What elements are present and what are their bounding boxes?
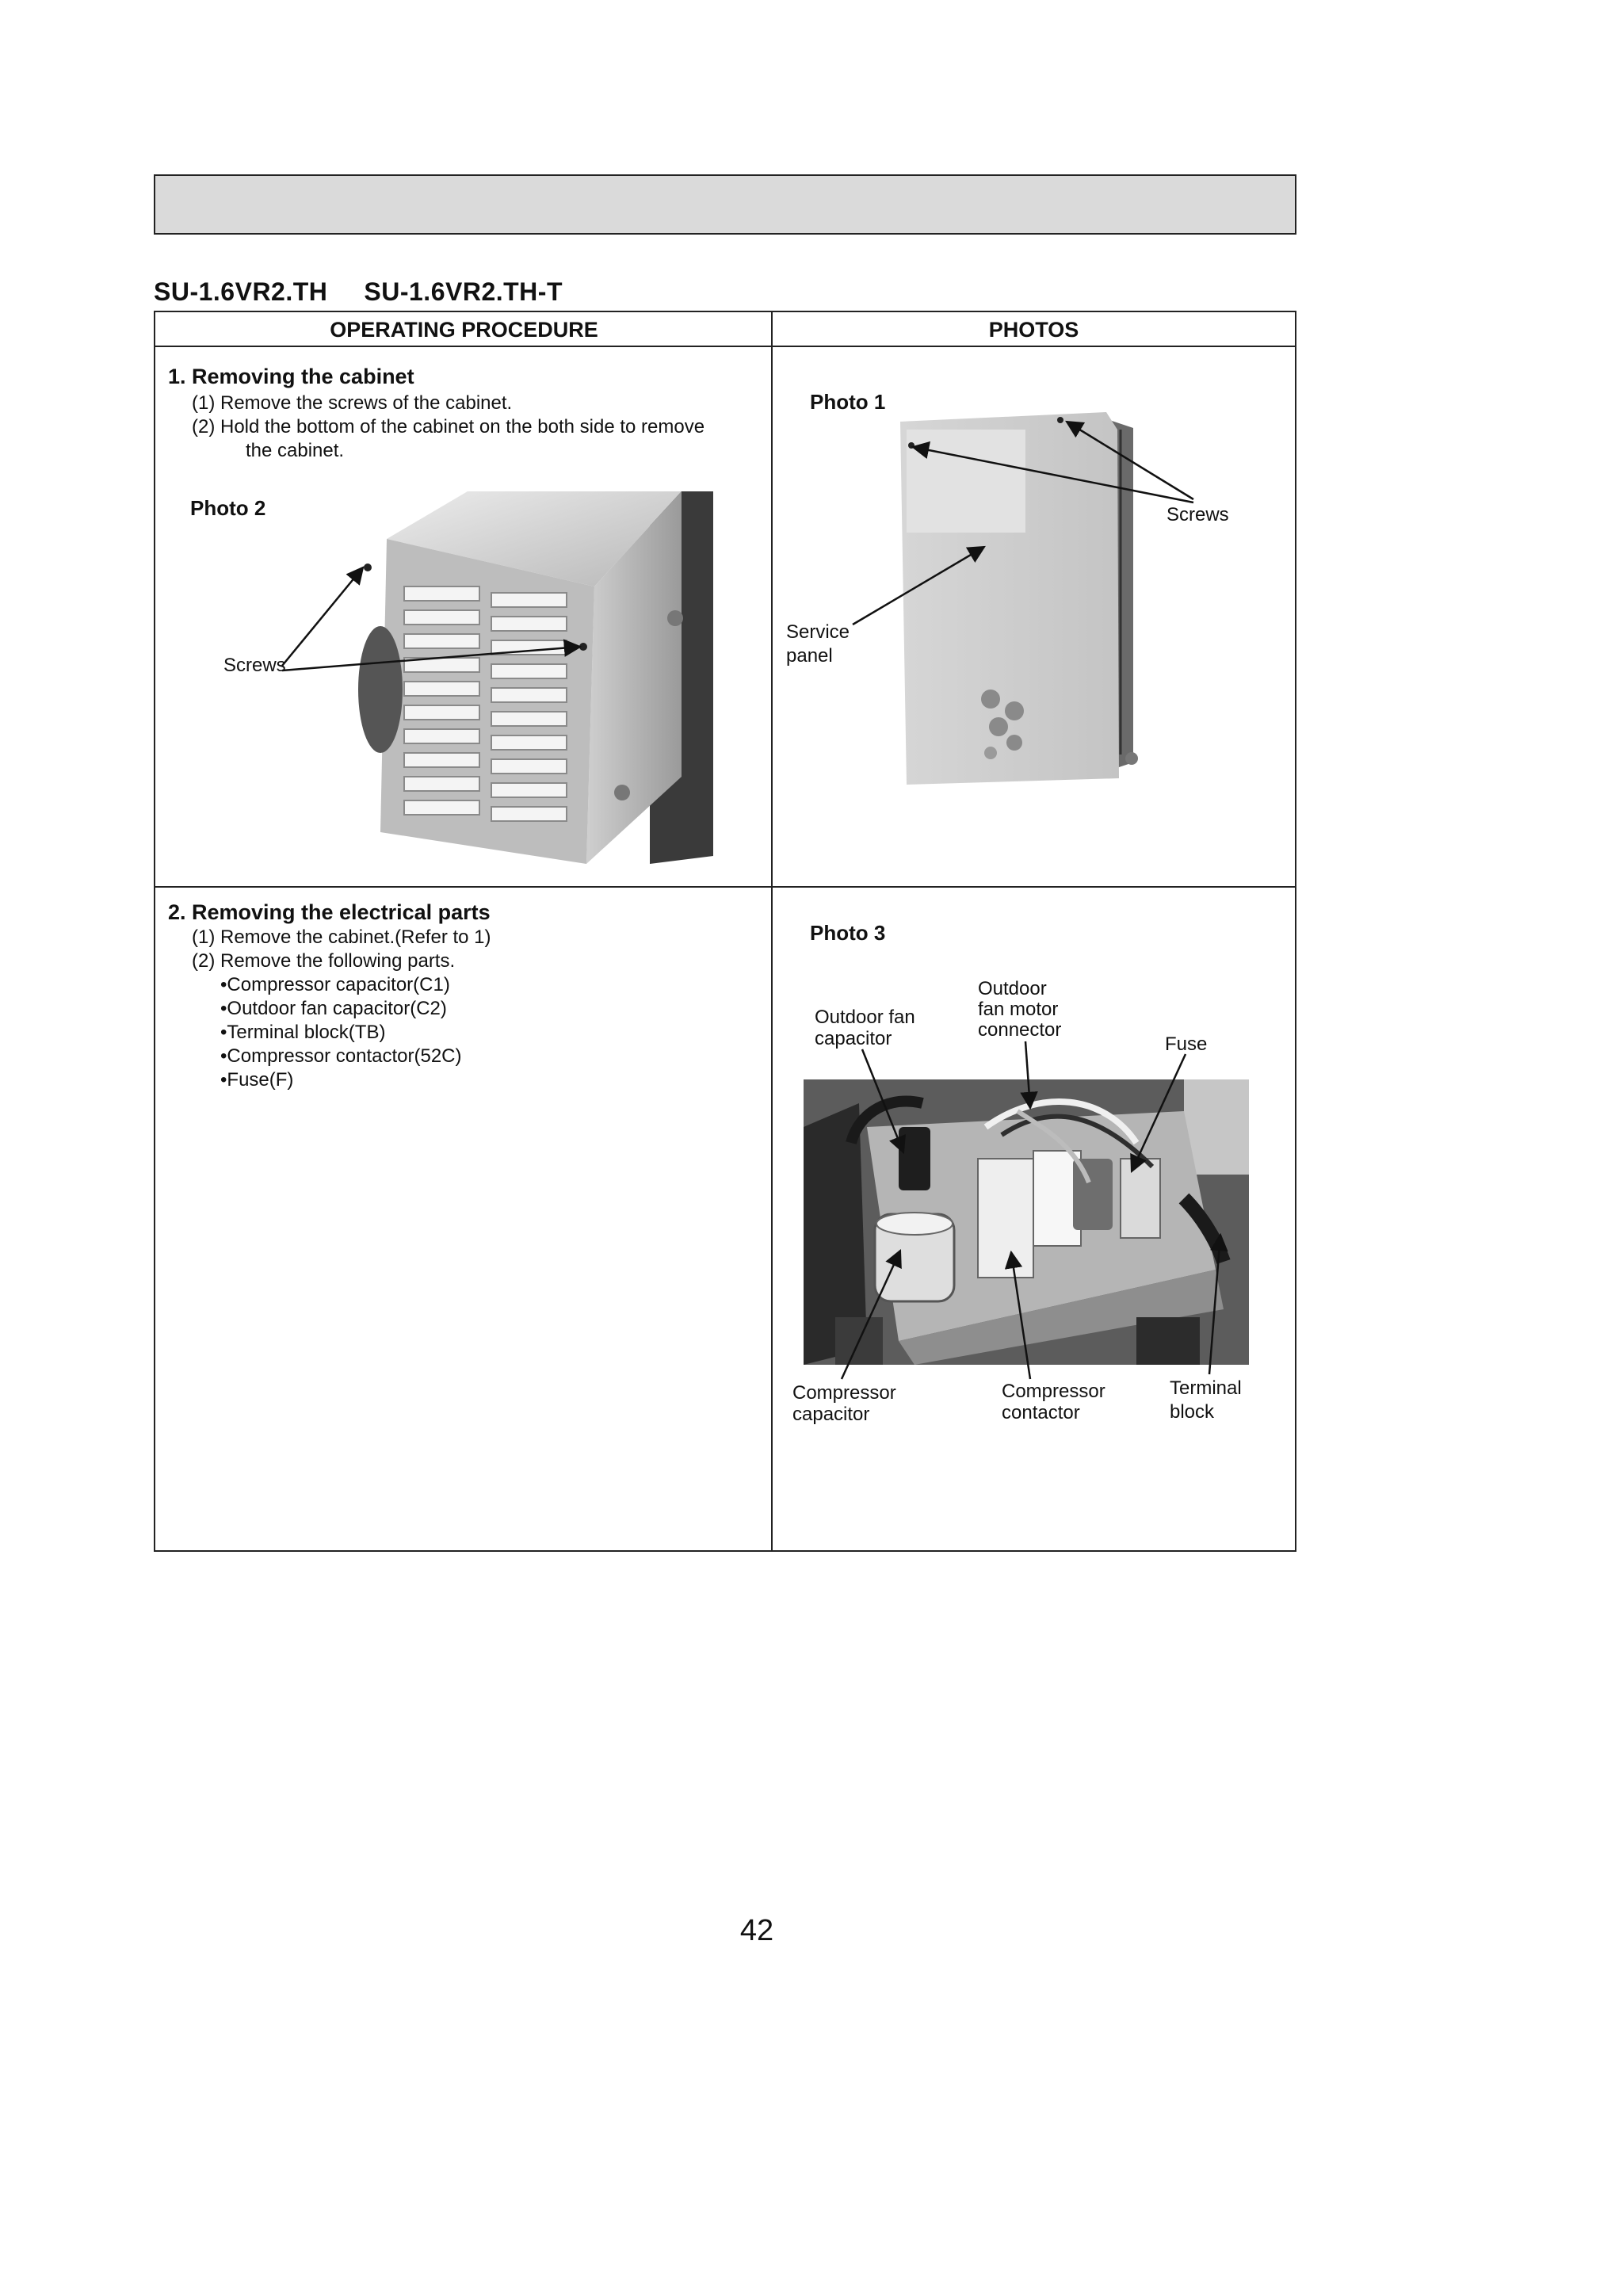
section-2-title: 2. Removing the electrical parts — [168, 900, 491, 924]
photo-3-callout-outdoor-fan-capacitor-2: capacitor — [815, 1028, 892, 1049]
part-item: •Terminal block(TB) — [220, 1022, 386, 1043]
model-name-1: SU-1.6VR2.TH — [154, 277, 328, 306]
photo-3-callout-compressor-contactor-1: Compressor — [1002, 1381, 1105, 1402]
photo-2-callout-screws: Screws — [223, 655, 286, 676]
photo-3-callout-compressor-contactor-2: contactor — [1002, 1402, 1080, 1423]
part-item: •Compressor contactor(52C) — [220, 1045, 462, 1067]
header-bar — [154, 174, 1296, 235]
photo-3-callout-connector-3: connector — [978, 1019, 1062, 1041]
callout-leaders — [155, 312, 1295, 1550]
section-1-step-2-cont: the cabinet. — [246, 440, 345, 461]
model-title — [154, 277, 563, 307]
part-item: •Outdoor fan capacitor(C2) — [220, 998, 447, 1019]
part-item: •Fuse(F) — [220, 1069, 294, 1091]
photo-3-callout-terminal-block-2: block — [1170, 1401, 1215, 1423]
section-1-step-1: (1) Remove the screws of the cabinet. — [192, 392, 513, 414]
photo-3-callout-fuse: Fuse — [1165, 1033, 1208, 1055]
photo-1-label: Photo 1 — [810, 390, 886, 414]
part-item: •Compressor capacitor(C1) — [220, 974, 450, 995]
photo-3-callout-compressor-capacitor-2: capacitor — [792, 1404, 870, 1425]
photo-1-callout-screws: Screws — [1167, 504, 1229, 525]
page-number: 42 — [739, 1914, 774, 1947]
photo-1-callout-service: Service — [786, 621, 850, 643]
photo-1-callout-panel: panel — [786, 645, 833, 667]
section-1-step-2: (2) Hold the bottom of the cabinet on the both side to remove — [192, 416, 705, 437]
photo-3-callout-compressor-capacitor-1: Compressor — [792, 1382, 896, 1404]
photo-2-label: Photo 2 — [190, 496, 266, 520]
section-1-title: 1. Removing the cabinet — [168, 365, 414, 388]
photo-3-callout-connector-1: Outdoor — [978, 978, 1047, 999]
section-2-step-1: (1) Remove the cabinet.(Refer to 1) — [192, 926, 491, 948]
column-header-procedure: OPERATING PROCEDURE — [155, 312, 773, 347]
photo-3-callout-connector-2: fan motor — [978, 999, 1059, 1020]
section-2-step-2: (2) Remove the following parts. — [192, 950, 456, 972]
photo-3-callout-terminal-block-1: Terminal — [1170, 1377, 1242, 1399]
photo-3-callout-outdoor-fan-capacitor-1: Outdoor fan — [815, 1007, 915, 1028]
procedure-table — [154, 311, 1296, 1552]
model-name-2: SU-1.6VR2.TH-T — [364, 277, 563, 306]
photo-3-label: Photo 3 — [810, 921, 886, 945]
column-header-photos: PHOTOS — [773, 312, 1295, 347]
